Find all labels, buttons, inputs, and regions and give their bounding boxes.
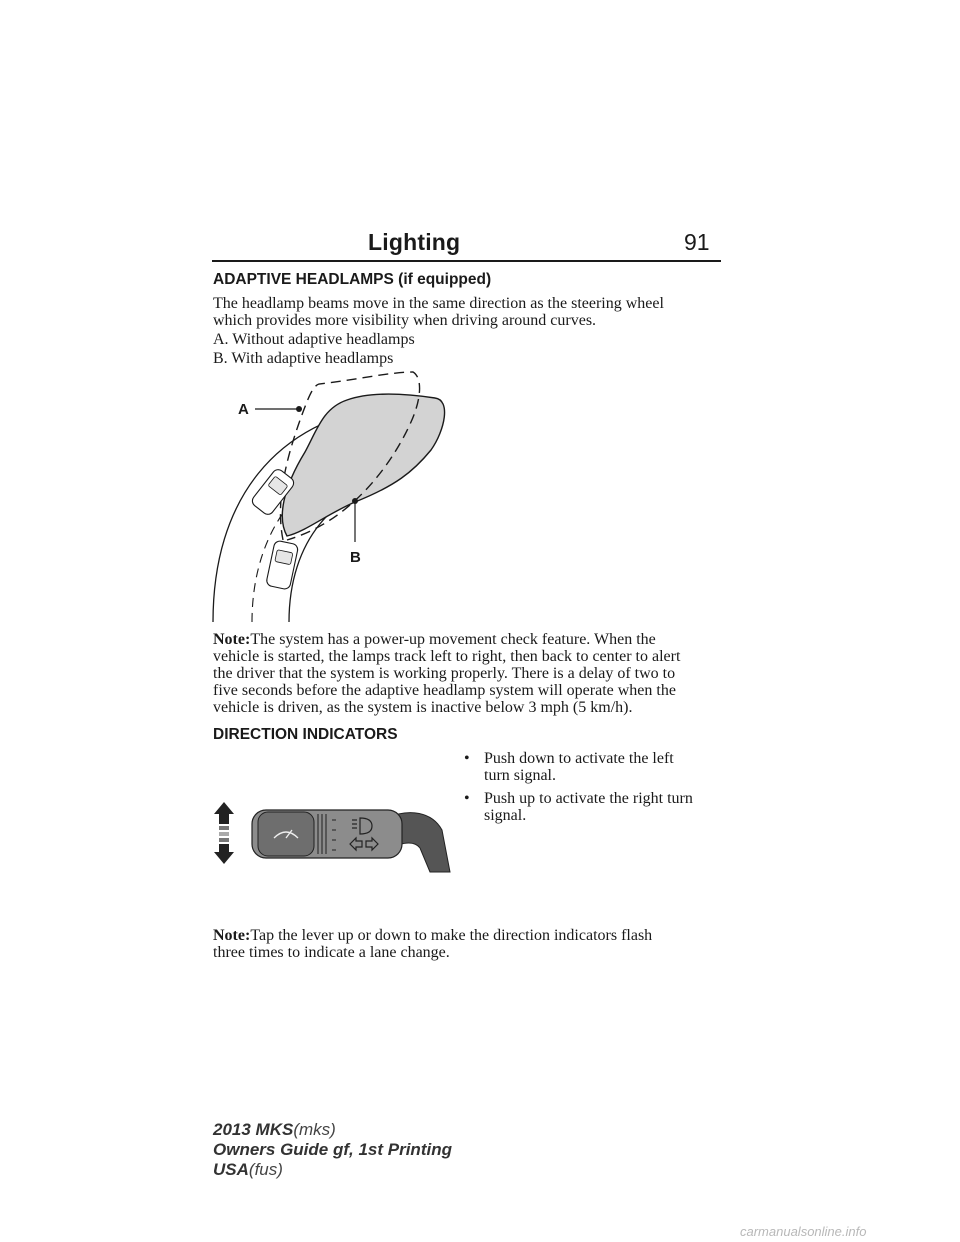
note-line: vehicle is driven, as the system is inactive below 3 mph (5 km/h). — [213, 699, 633, 716]
adaptive-note — [213, 631, 680, 716]
bullet-symbol: • — [464, 750, 470, 767]
callout-a-dot — [296, 406, 302, 412]
note-label: Note: — [213, 927, 251, 944]
bullet-line: signal. — [484, 807, 527, 824]
intro-line: which provides more visibility when driving around curves. — [213, 312, 597, 329]
adaptive-headlamps-heading: ADAPTIVE HEADLAMPS (if equipped) — [213, 271, 492, 288]
bullet-item — [464, 750, 734, 784]
footer-region-code: (fus) — [248, 1160, 283, 1179]
page-number: 91 — [684, 229, 710, 255]
item-b-text: B. With adaptive headlamps — [213, 350, 394, 367]
note-line: vehicle is started, the lamps track left to right, then back to center to alert — [213, 648, 681, 665]
footer-line-2 — [213, 1140, 452, 1160]
watermark: carmanualsonline.info — [740, 1224, 867, 1239]
footer-region: USA — [213, 1160, 249, 1179]
note-line: the driver that the system is working properly. There is a delay of two to — [213, 665, 676, 682]
item-a-text: A. Without adaptive headlamps — [213, 331, 415, 348]
wiper-knob — [258, 812, 314, 856]
footer-line-1 — [213, 1120, 336, 1140]
turn-signal-lever-figure — [210, 790, 460, 880]
footer-line-3 — [213, 1160, 283, 1180]
bullet-line: Push down to activate the left — [484, 750, 674, 767]
adaptive-headlamps-figure — [205, 360, 465, 625]
section-title: Lighting — [368, 229, 461, 255]
footer-guide: Owners Guide gf, 1st Printing — [213, 1140, 452, 1159]
adaptive-intro — [213, 295, 664, 329]
note-label: Note: — [213, 631, 251, 648]
intro-line: The headlamp beams move in the same direction as the steering wheel — [213, 295, 664, 312]
label-a: A — [238, 401, 249, 418]
direction-bullets — [464, 750, 734, 824]
bullet-item — [464, 790, 734, 824]
direction-note — [213, 927, 652, 961]
note-line: three times to indicate a lane change. — [213, 944, 450, 961]
callout-b-dot — [352, 498, 358, 504]
label-b: B — [350, 549, 361, 566]
adaptive-beam — [282, 394, 444, 536]
up-down-arrow-icon — [214, 802, 234, 864]
footer-model: 2013 MKS — [213, 1120, 294, 1139]
car-rear — [266, 540, 299, 590]
direction-indicators-heading: DIRECTION INDICATORS — [213, 726, 398, 743]
bullet-line: turn signal. — [484, 767, 556, 784]
note-line: Tap the lever up or down to make the direction indicators flash — [250, 927, 653, 944]
header-divider — [212, 260, 721, 262]
note-line: five seconds before the adaptive headlamp system will operate when the — [213, 682, 676, 699]
note-line: The system has a power-up movement check feature. When the — [250, 631, 656, 648]
footer-model-code: (mks) — [293, 1120, 336, 1139]
bullet-line: Push up to activate the right turn — [484, 790, 693, 807]
bullet-symbol: • — [464, 790, 470, 807]
